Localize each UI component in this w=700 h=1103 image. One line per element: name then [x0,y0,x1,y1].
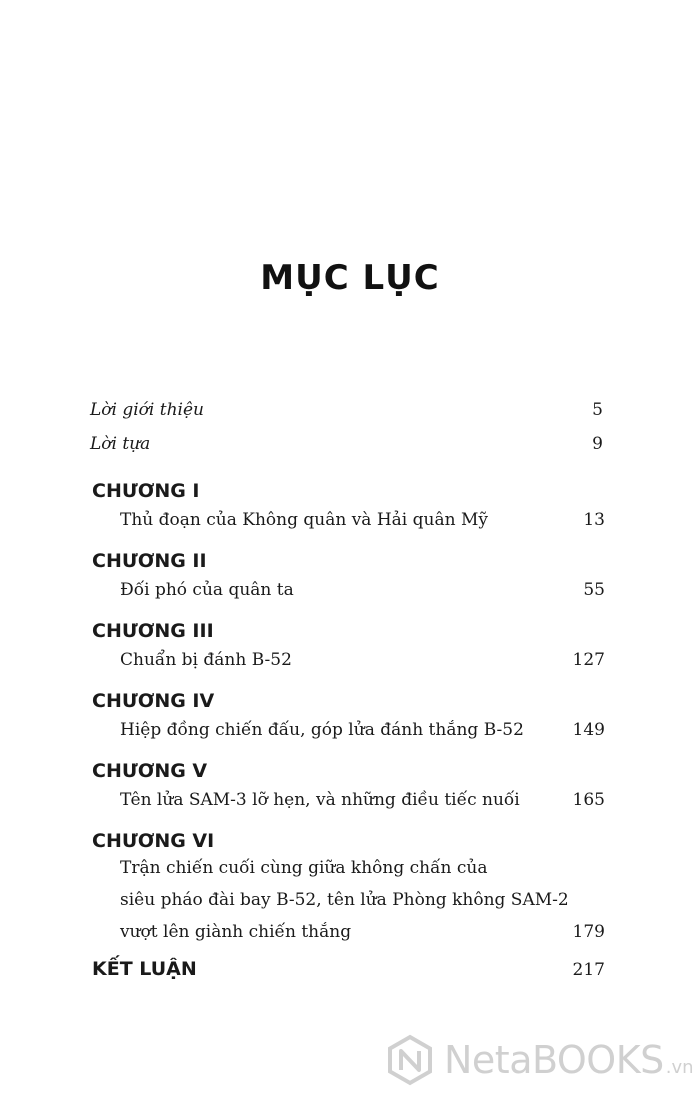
chapter-label: CHƯƠNG VI [92,830,215,852]
chapter-label: CHƯƠNG I [92,480,200,502]
chapter-label: CHƯƠNG V [92,760,208,782]
toc-entry-label: Hiệp đồng chiến đấu, góp lửa đánh thắng B-52 [120,720,524,740]
toc-entry-page: 217 [572,960,605,980]
toc-entry-label: Đối phó của quân ta [120,580,294,600]
chapter-label: CHƯƠNG II [92,550,207,572]
toc-entry-label: siêu pháo đài bay B-52, tên lửa Phòng không SAM-2 [120,890,569,910]
chapter-label: CHƯƠNG IV [92,690,215,712]
conclusion-heading [92,958,605,988]
toc-entry-label: Lời giới thiệu [90,400,204,420]
toc-entry [120,720,605,750]
toc-entry-label: Tên lửa SAM-3 lỡ hẹn, và những điều tiếc nuối [120,790,520,810]
chapter-heading-4 [92,690,605,720]
toc-entry-label: Lời tựa [90,434,151,454]
toc-entry-line [120,922,605,952]
chapter-heading-6 [92,830,605,860]
toc-entry-page: 179 [572,922,605,942]
toc-entry-page: 165 [572,790,605,810]
chapter-label: KẾT LUẬN [92,958,197,980]
toc-entry-page: 55 [583,580,605,600]
toc-entry-label: Trận chiến cuối cùng giữa không chấn của [120,858,488,878]
toc-entry [120,790,605,820]
toc-entry [120,650,605,680]
toc-entry-page: 149 [572,720,605,740]
watermark-suffix: .vn [665,1057,694,1078]
toc-entry-intro [90,400,603,430]
chapter-heading-5 [92,760,605,790]
chapter-heading-1 [92,480,605,510]
toc-entry-line [120,890,605,920]
toc-entry-label: Thủ đoạn của Không quân và Hải quân Mỹ [120,510,488,530]
toc-entry [120,580,605,610]
toc-entry [120,510,605,540]
page-title: MỤC LỤC [260,258,440,298]
toc-entry-page: 127 [572,650,605,670]
toc-entry-page: 13 [583,510,605,530]
n-hexagon-logo-icon [384,1034,436,1086]
toc-entry-page: 9 [592,434,603,454]
watermark-brand: NetaBOOKS [444,1038,664,1082]
chapter-heading-2 [92,550,605,580]
toc-entry-label: vượt lên giành chiến thắng [120,922,352,942]
toc-entry-page: 5 [592,400,603,420]
chapter-label: CHƯƠNG III [92,620,214,642]
toc-entry-label: Chuẩn bị đánh B-52 [120,650,292,670]
chapter-heading-3 [92,620,605,650]
netabooks-watermark [384,1030,694,1090]
toc-entry-preface [90,434,603,464]
toc-entry-line [120,858,605,888]
